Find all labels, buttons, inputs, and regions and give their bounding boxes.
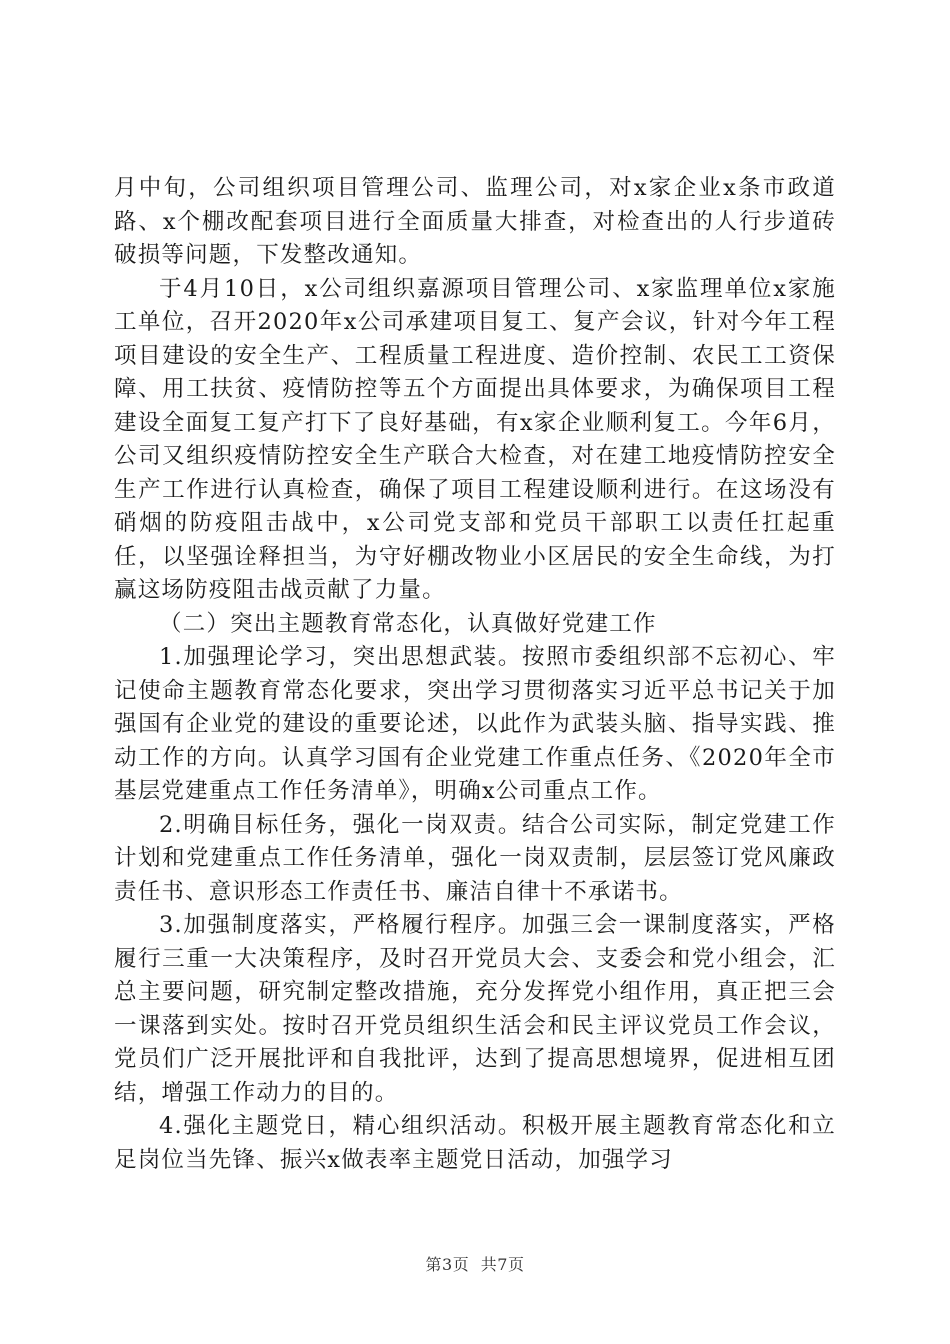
paragraph: 4.强化主题党日，精心组织活动。积极开展主题教育常态化和立足岗位当先锋、振兴x做表率主题党日活动，加强学习	[114, 1113, 836, 1173]
paragraph: 2.明确目标任务，强化一岗双责。结合公司实际，制定党建工作计划和党建重点工作任务清单，强化一岗双责制，层层签订党风廉政责任书、意识形态工作责任书、廉洁自律十不承诺书。	[114, 811, 836, 905]
page-number: 第3页	[425, 1255, 470, 1274]
paragraph: 于4月10日，x公司组织嘉源项目管理公司、x家监理单位x家施工单位，召开2020年x公司承建项目复工、复产会议，针对今年工程项目建设的安全生产、工程质量工程进度、造价控制、农民工工资保障、用工扶贫、疫情防控等五个方面提出具体要求，为确保项目工程建设全面复工复产打下了良好基础，有x家企业顺利复工。今年6月，公司又组织疫情防控安全生产联合大检查，对在建工地疫情防控安全生产工作进行认真检查，确保了项目工程建设顺利进行。在这场没有硝烟的防疫阻击战中，x公司党支部和党员干部职工以责任扛起重任，以坚强诠释担当，为守好棚改物业小区居民的安全生命线，为打赢这场防疫阻击战贡献了力量。	[114, 275, 836, 603]
paragraph: 1.加强理论学习，突出思想武装。按照市委组织部不忘初心、牢记使命主题教育常态化要求，突出学习贯彻落实习近平总书记关于加强国有企业党的建设的重要论述，以此作为武装头脑、指导实践、推动工作的方向。认真学习国有企业党建工作重点任务、《2020年全市基层党建重点工作任务清单》，明确x公司重点工作。	[114, 644, 836, 804]
page-total: 共7页	[480, 1255, 525, 1274]
paragraph: 月中旬，公司组织项目管理公司、监理公司，对x家企业x条市政道路、x个棚改配套项目进行全面质量大排查，对检查出的人行步道砖破损等问题，下发整改通知。	[114, 175, 836, 268]
paragraph: 3.加强制度落实，严格履行程序。加强三会一课制度落实，严格履行三重一大决策程序，及时召开党员大会、支委会和党小组会，汇总主要问题，研究制定整改措施，充分发挥党小组作用，真正把三会一课落到实处。按时召开党员组织生活会和民主评议党员工作会议，党员们广泛开展批评和自我批评，达到了提高思想境界，促进相互团结，增强工作动力的目的。	[114, 912, 836, 1106]
document-body	[114, 172, 836, 1177]
section-heading: （二）突出主题教育常态化，认真做好党建工作	[159, 610, 657, 637]
page-footer	[0, 1252, 950, 1275]
